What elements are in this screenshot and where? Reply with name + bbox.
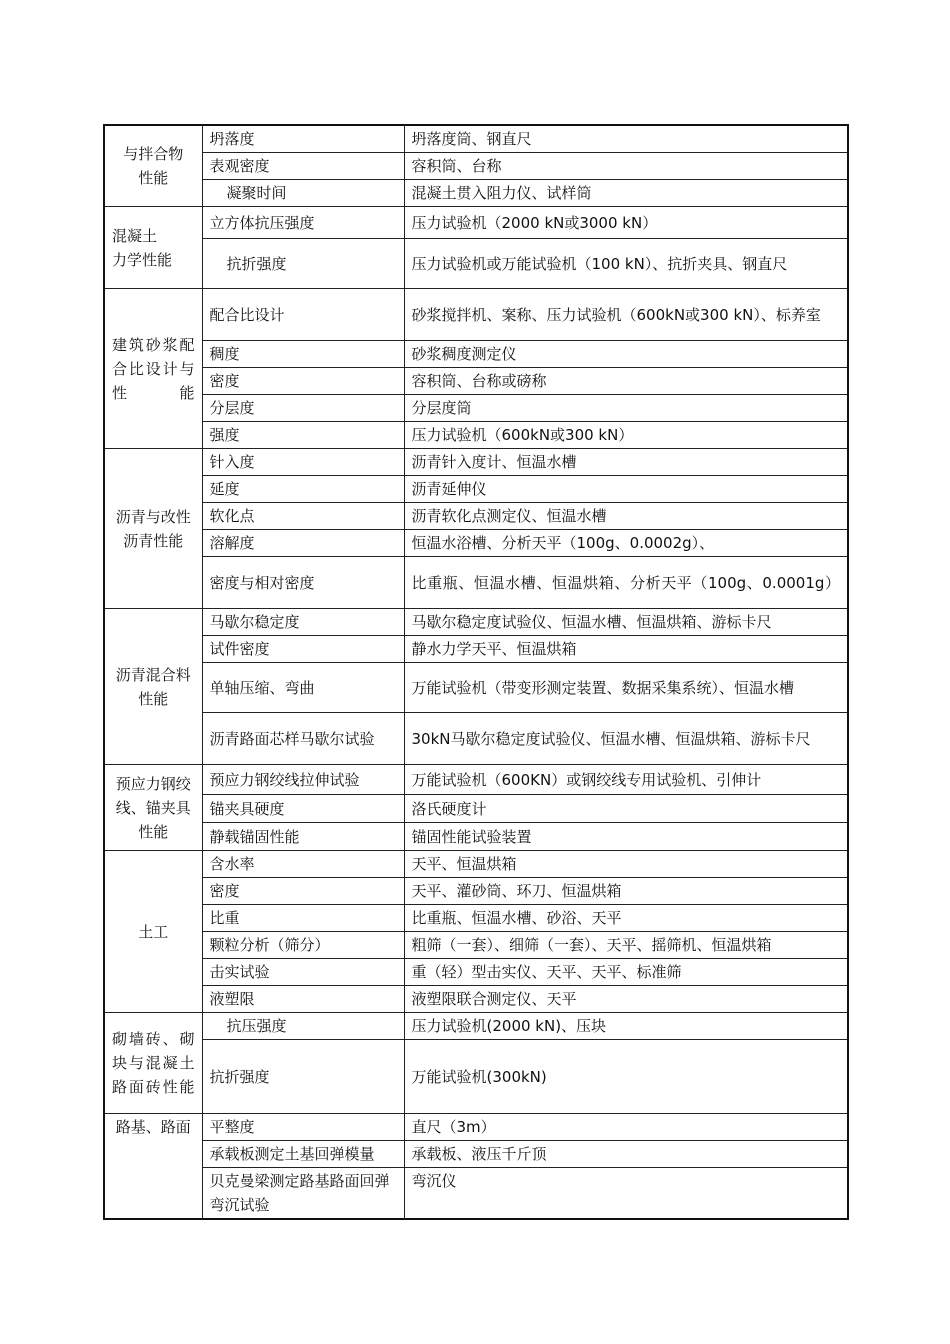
category-cell: 与拌合物 性能 [104, 125, 202, 207]
equipment-table [103, 124, 849, 1220]
test-item-cell: 液塑限 [202, 986, 404, 1013]
equipment-cell: 重（轻）型击实仪、天平、天平、标准筛 [404, 959, 848, 986]
equipment-cell: 比重瓶、恒温水槽、砂浴、天平 [404, 905, 848, 932]
test-item-cell: 击实试验 [202, 959, 404, 986]
test-item-cell: 强度 [202, 422, 404, 449]
table-row [104, 395, 848, 422]
test-item-cell: 配合比设计 [202, 289, 404, 341]
test-item-cell: 抗折强度 [202, 1040, 404, 1114]
table-row [104, 289, 848, 341]
equipment-cell: 洛氏硬度计 [404, 795, 848, 823]
table-row [104, 959, 848, 986]
test-item-cell: 承载板测定土基回弹模量 [202, 1141, 404, 1168]
table-row [104, 663, 848, 713]
category-cell: 土工 [104, 851, 202, 1013]
equipment-cell: 马歇尔稳定度试验仪、恒温水槽、恒温烘箱、游标卡尺 [404, 609, 848, 636]
test-item-cell: 立方体抗压强度 [202, 207, 404, 239]
test-item-cell: 抗折强度 [202, 239, 404, 289]
table-row [104, 180, 848, 207]
equipment-cell: 压力试验机或万能试验机（100 kN）、抗折夹具、钢直尺 [404, 239, 848, 289]
table-row [104, 239, 848, 289]
table-row [104, 609, 848, 636]
table-row [104, 503, 848, 530]
category-cell: 沥青混合料性能 [104, 609, 202, 765]
equipment-cell: 分层度筒 [404, 395, 848, 422]
test-item-cell: 含水率 [202, 851, 404, 878]
test-item-cell: 颗粒分析（筛分） [202, 932, 404, 959]
test-item-cell: 凝聚时间 [202, 180, 404, 207]
test-item-cell: 表观密度 [202, 153, 404, 180]
test-item-cell: 单轴压缩、弯曲 [202, 663, 404, 713]
equipment-cell: 承载板、液压千斤顶 [404, 1141, 848, 1168]
equipment-cell: 沥青延伸仪 [404, 476, 848, 503]
equipment-cell: 粗筛（一套）、细筛（一套）、天平、摇筛机、恒温烘箱 [404, 932, 848, 959]
table-row [104, 713, 848, 765]
equipment-cell: 液塑限联合测定仪、天平 [404, 986, 848, 1013]
equipment-cell: 坍落度筒、钢直尺 [404, 125, 848, 153]
equipment-cell: 压力试验机（2000 kN或3000 kN） [404, 207, 848, 239]
test-item-cell: 平整度 [202, 1114, 404, 1141]
equipment-cell: 万能试验机(300kN) [404, 1040, 848, 1114]
category-cell: 预应力钢绞线、锚夹具性能 [104, 765, 202, 851]
test-item-cell: 沥青路面芯样马歇尔试验 [202, 713, 404, 765]
equipment-cell: 直尺（3m） [404, 1114, 848, 1141]
test-item-cell: 密度 [202, 368, 404, 395]
table-row [104, 449, 848, 476]
table-row [104, 932, 848, 959]
equipment-cell: 容积筒、台称 [404, 153, 848, 180]
equipment-cell: 压力试验机（600kN或300 kN） [404, 422, 848, 449]
category-cell: 砌墙砖、砌块与混凝土路面砖性能 [104, 1013, 202, 1114]
equipment-cell: 沥青软化点测定仪、恒温水槽 [404, 503, 848, 530]
test-item-cell: 静载锚固性能 [202, 823, 404, 851]
equipment-cell: 砂浆搅拌机、案称、压力试验机（600kN或300 kN）、标养室 [404, 289, 848, 341]
category-cell: 路基、路面 [104, 1114, 202, 1220]
test-item-cell: 坍落度 [202, 125, 404, 153]
table-row [104, 530, 848, 557]
test-item-cell: 针入度 [202, 449, 404, 476]
equipment-cell: 混凝土贯入阻力仪、试样筒 [404, 180, 848, 207]
equipment-cell: 比重瓶、恒温水槽、恒温烘箱、分析天平（100g、0.0001g） [404, 557, 848, 609]
category-cell: 沥青与改性沥青性能 [104, 449, 202, 609]
table-row [104, 1114, 848, 1141]
test-item-cell: 抗压强度 [202, 1013, 404, 1040]
category-cell: 混凝土 力学性能 [104, 207, 202, 289]
equipment-cell: 容积筒、台称或磅称 [404, 368, 848, 395]
equipment-cell: 弯沉仪 [404, 1168, 848, 1220]
table-row [104, 636, 848, 663]
equipment-cell: 砂浆稠度测定仪 [404, 341, 848, 368]
equipment-cell: 静水力学天平、恒温烘箱 [404, 636, 848, 663]
table-row [104, 422, 848, 449]
table-row [104, 476, 848, 503]
equipment-cell: 天平、灌砂筒、环刀、恒温烘箱 [404, 878, 848, 905]
test-item-cell: 贝克曼梁测定路基路面回弹弯沉试验 [202, 1168, 404, 1220]
equipment-cell: 压力试验机(2000 kN)、压块 [404, 1013, 848, 1040]
test-item-cell: 比重 [202, 905, 404, 932]
table-row [104, 207, 848, 239]
equipment-cell: 天平、恒温烘箱 [404, 851, 848, 878]
table-row [104, 557, 848, 609]
table-row [104, 986, 848, 1013]
test-item-cell: 延度 [202, 476, 404, 503]
equipment-cell: 锚固性能试验装置 [404, 823, 848, 851]
test-item-cell: 试件密度 [202, 636, 404, 663]
table-row [104, 905, 848, 932]
test-item-cell: 密度 [202, 878, 404, 905]
equipment-cell: 万能试验机（带变形测定装置、数据采集系统）、恒温水槽 [404, 663, 848, 713]
test-item-cell: 预应力钢绞线拉伸试验 [202, 765, 404, 795]
table-row [104, 1013, 848, 1040]
test-item-cell: 稠度 [202, 341, 404, 368]
equipment-cell: 沥青针入度计、恒温水槽 [404, 449, 848, 476]
table-row [104, 851, 848, 878]
test-item-cell: 溶解度 [202, 530, 404, 557]
table-row [104, 341, 848, 368]
table-row [104, 823, 848, 851]
table-row [104, 765, 848, 795]
table-row [104, 1040, 848, 1114]
category-cell: 建筑砂浆配合比设计与性能 [104, 289, 202, 449]
equipment-cell: 恒温水浴槽、分析天平（100g、0.0002g）、 [404, 530, 848, 557]
equipment-cell: 万能试验机（600KN）或钢绞线专用试验机、引伸计 [404, 765, 848, 795]
table-row [104, 795, 848, 823]
test-item-cell: 分层度 [202, 395, 404, 422]
equipment-cell: 30kN马歇尔稳定度试验仪、恒温水槽、恒温烘箱、游标卡尺 [404, 713, 848, 765]
test-item-cell: 软化点 [202, 503, 404, 530]
table-row [104, 1141, 848, 1168]
table-row [104, 368, 848, 395]
test-item-cell: 密度与相对密度 [202, 557, 404, 609]
table-row [104, 1168, 848, 1220]
table-row [104, 125, 848, 153]
test-item-cell: 锚夹具硬度 [202, 795, 404, 823]
table-row [104, 878, 848, 905]
table-row [104, 153, 848, 180]
test-item-cell: 马歇尔稳定度 [202, 609, 404, 636]
